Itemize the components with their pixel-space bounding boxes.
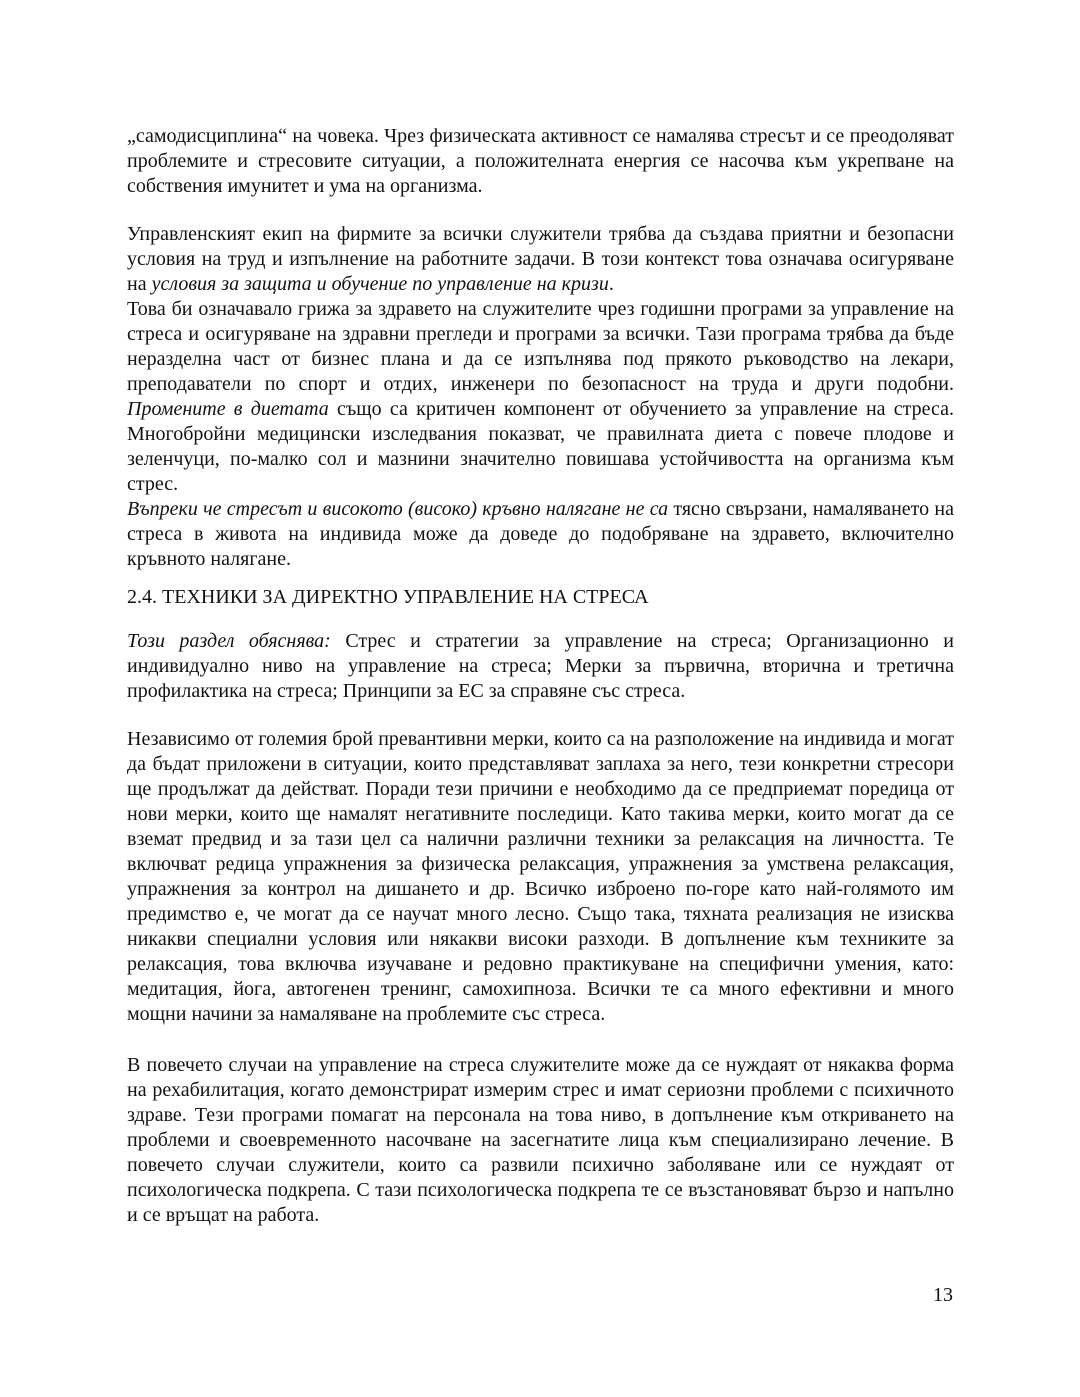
italic-text-run: Въпреки че стресът и високото (високо) кръвно налягане не са xyxy=(127,498,669,520)
text-run: също са критичен компонент от обучението за управление на стреса. Многобройни медицински изследвания показват, че правилната диета с повече плодове и зеленчуци, по-малко сол и мазнини значително повишава устойчивостта на организма към стрес. xyxy=(127,398,954,495)
text-run: тясно свързани, намаляването на стреса в живота на индивида може да доведе до подобряване на здравето, включително кръвното налягане. xyxy=(127,498,954,570)
paragraph xyxy=(127,1053,954,1228)
text-run: 2.4. ТЕХНИКИ ЗА ДИРЕКТНО УПРАВЛЕНИЕ НА СТРЕСА xyxy=(127,586,649,608)
text-run: В повечето случаи на управление на стреса служителите може да се нуждаят от някаква форма на рехабилитация, когато демонстрират измерим стрес и имат сериозни проблеми с психичното здраве. Тези програми помагат на персонала на това ниво, в допълнение към откриването на проблеми и своевременното насочване на засегнатите лица към специализирано лечение. В повечето случаи служители, които са развили психично заболяване или се нуждаят от психологическа подкрепа. С тази психологическа подкрепа те се възстановяват бързо и напълно и се връщат на работа. xyxy=(127,1054,954,1226)
paragraph xyxy=(127,629,954,704)
paragraph xyxy=(127,222,954,297)
paragraph xyxy=(127,124,954,199)
italic-text-run: Този раздел обяснява: xyxy=(127,630,331,652)
text-run: „самодисциплина“ на човека. Чрез физическата активност се намалява стресът и се преодоляват проблемите и стресовите ситуации, а положителната енергия се насочва към укрепване на собствения имунитет и ума на организма. xyxy=(127,125,954,197)
page-number: 13 xyxy=(933,1284,953,1306)
italic-text-run: Промените в диетата xyxy=(127,398,329,420)
text-run: Това би означавало грижа за здравето на служителите чрез годишни програми за управление на стреса и осигуряване на здравни прегледи и програми за всички. Тази програма трябва да бъде неразделна част от бизнес плана и да се изпълнява под прякото ръководство на лекари, преподаватели по спорт и отдих, инженери по безопасност на труда и други подобни. xyxy=(127,298,954,395)
italic-text-run: условия за защита и обучение по управление на кризи xyxy=(151,273,609,295)
document-content xyxy=(127,124,954,1228)
text-run: Независимо от големия брой превантивни мерки, които са на разположение на индивида и могат да бъдат приложени в ситуации, които представляват заплаха за него, тези конкретни стресори ще продължат да действат. Поради тези причини е необходимо да се предприемат поредица от нови мерки, които ще намалят негативните последици. Като такива мерки, които могат да се вземат предвид и за тази цел са налични различни техники за релаксация на личността. Те включват редица упражнения за физическа релаксация, упражнения за умствена релаксация, упражнения за контрол на дишането и др. Всичко изброено по-горе като най-голямото им предимство е, че могат да се научат много лесно. Също така, тяхната реализация не изисква никакви специални условия или някакви високи разходи. В допълнение към техниките за релаксация, това включва изучаване и редовно практикуване на специфични умения, като: медитация, йога, автогенен тренинг, самохипноза. Всички те са много ефективни и много мощни начини за намаляване на проблемите със стреса. xyxy=(127,728,954,1025)
section-heading xyxy=(127,585,954,610)
paragraph xyxy=(127,727,954,1027)
paragraph xyxy=(127,297,954,497)
text-run: Стрес и стратегии за управление на стреса; Организационно и индивидуално ниво на управление на стреса; Мерки за първична, вторична и третична профилактика на стреса; Принципи за ЕС за справяне със стреса. xyxy=(127,630,954,702)
text-run: . xyxy=(608,273,614,295)
text-run: Управленският екип на фирмите за всички служители трябва да създава приятни и безопасни условия на труд и изпълнение на работните задачи. В този контекст това означава осигуряване на xyxy=(127,223,954,295)
paragraph xyxy=(127,497,954,572)
